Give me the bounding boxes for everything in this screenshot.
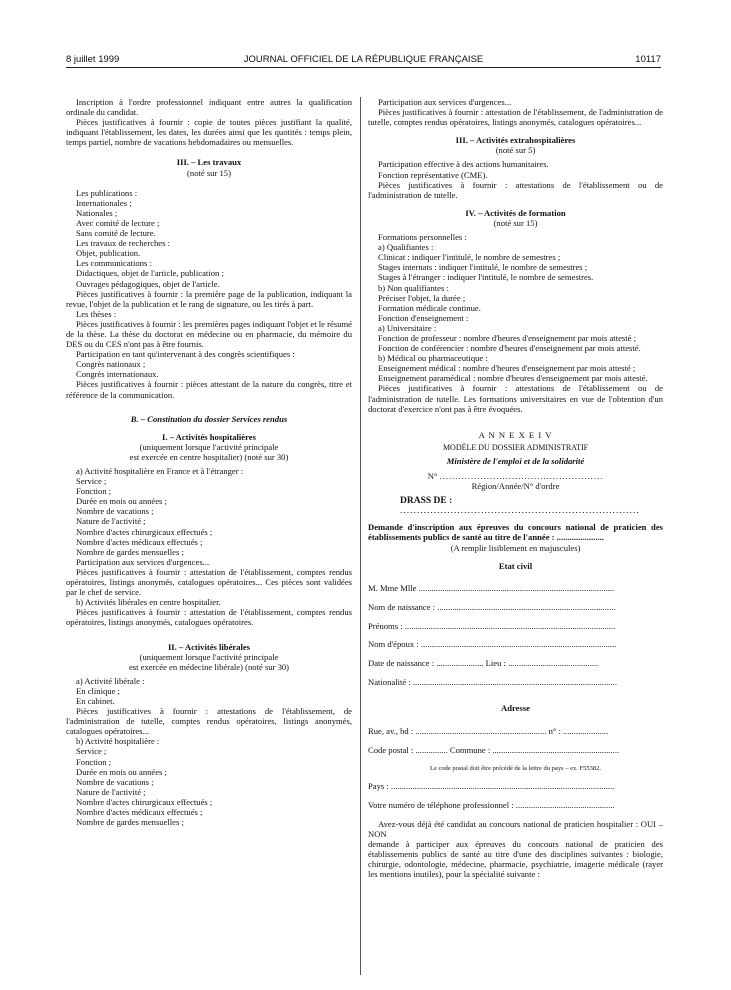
civil-field: Nom d'époux : ........................................................................................... <box>368 639 617 650</box>
number-line <box>368 471 663 481</box>
list-item: En clinique ; <box>76 685 120 696</box>
paragraph: Pièces justificatives à fournir : attestations de l'établissement ou de l'administration de tutelle. Les formations universitaires en vue de l'obtention d'un doctorat d'exercice n'ont pas à être évoquées. <box>368 383 663 414</box>
paragraph: Pièces justificatives à fournir : attestation de l'établissement, comptes rendus opératoires, listings anonymés, catalogues opératoires... Ces pièces sont validées par le chef de service. <box>66 566 352 598</box>
paragraph: Pièces justificatives à fournir : attestation de l'établissement, de l'administration de tutelle, comptes rendus opératoires, listings anonymés, catalogues opératoires... <box>368 107 663 128</box>
paragraph: demande à participer aux épreuves du concours national de praticien des établissements publics de santé au titre d'une des disciplines suivantes : biologie, chirurgie, odontologie, médecine, pharmacie, psychiatrie, imagerie médicale (rayer les mentions inutiles), pour la spécialité suivante : <box>368 838 663 879</box>
paragraph: Fonction de conférencier : nombre d'heures d'enseignement par mois attesté. <box>378 343 641 354</box>
section-heading: IV. – Activités de formation <box>465 207 566 218</box>
paragraph: Avez-vous déjà été candidat au concours national de praticien hospitalier : OUI – NON <box>368 818 663 839</box>
annex-title: A N N E X E I V <box>478 429 553 440</box>
header-rule <box>66 67 661 68</box>
list-item: Nature de l'activité ; <box>76 516 146 527</box>
list-item: Participation aux services d'urgences... <box>76 556 210 567</box>
list-item: Nombre de vacations ; <box>76 506 154 517</box>
list-item: Durée en mois ou années ; <box>76 766 167 777</box>
section-note: est exercée en médecine libérale) (noté sur 30) <box>128 661 290 672</box>
civil-field: Date de naissance : ...................... Lieu : .......................................... <box>368 658 599 669</box>
list-item: a) Activité hospitalière en France et à l'étranger : <box>76 466 244 476</box>
list-item: Stages à l'étranger : indiquer l'intitulé, le nombre de semestres. <box>378 272 594 283</box>
list-item: Stages internats : indiquer l'intitulé, le nombre de semestres ; <box>378 262 588 273</box>
drass-label: DRASS DE : <box>400 496 453 507</box>
list-item: Durée en mois ou années ; <box>76 496 167 507</box>
list-item: Nature de l'activité ; <box>76 786 146 797</box>
list-item: Nombre de gardes mensuelles ; <box>76 817 184 828</box>
list-item: Les travaux de recherches : <box>76 238 171 249</box>
ministry-name: Ministère de l'emploi et de la solidarité <box>446 455 585 466</box>
list-item: Congrès nationaux ; <box>76 359 146 370</box>
drass-line <box>368 496 663 516</box>
list-item: Objet, publication. <box>76 248 141 259</box>
list-item: Les communications : <box>76 258 152 269</box>
paragraph: Pièces justificatives à fournir : attestations de l'établissement, de l'administration de tutelle, comptes rendus opératoires, listings anonymés, catalogues opératoires... <box>66 706 352 737</box>
list-item: Fonction ; <box>76 486 112 497</box>
list-item: Nombre d'actes médicaux effectués ; <box>76 536 203 547</box>
address-field: Rue, av., bd : ............................................................. n° : ..................... <box>368 726 609 737</box>
fill-instruction: (A remplir lisiblement en majuscules) <box>450 542 581 553</box>
page-header <box>66 54 661 68</box>
drass-field: ....................................................................... <box>400 506 640 517</box>
list-item: Internationales ; <box>76 197 132 208</box>
paragraph: Pièces justificatives à fournir : copie de toutes pièces justifiant la qualité, indiquant l'établissement, les dates, les durées ainsi que les quotités : temps plein, temps partiel, nombre de vacations hebdomadaires ou mensuelles. <box>66 117 352 148</box>
paragraph: Pièces justificatives à fournir : attestation de l'établissement, comptes rendus opératoires, listings anonymés, catalogues opératoires. <box>66 607 352 628</box>
section-note: (uniquement lorsque l'activité principale <box>139 651 279 662</box>
section-note: (noté sur 15) <box>493 217 538 228</box>
number-label: N° <box>427 471 438 481</box>
section-note: (uniquement lorsque l'activité principale <box>139 441 279 452</box>
paragraph: Inscription à l'ordre professionnel indiquant entre autres la qualification ordinale du candidat. <box>66 97 352 118</box>
paragraph: Enseignement paramédical : nombre d'heures d'enseignement par mois attesté. <box>378 373 648 384</box>
list-item: Fonction représentative (CME). <box>378 169 488 180</box>
address-heading: Adresse <box>501 703 530 714</box>
section-heading: III. – Les travaux <box>176 157 242 168</box>
section-note: est exercée en centre hospitalier) (noté sur 30) <box>129 451 289 462</box>
paragraph: Pièces justificatives à fournir : la première page de la publication, indiquant la revue, l'objet de la publication et le rang de signature, ou les tirés à part. <box>66 288 352 309</box>
list-item: En cabinet. <box>76 695 115 706</box>
list-item: Formations personnelles : <box>378 232 467 243</box>
list-item: Nombre de vacations ; <box>76 776 154 787</box>
list-item: a) Activité libérale : <box>76 675 145 686</box>
application-title: Demande d'inscription aux épreuves du concours national de praticien des établissements publics de santé au titre de l'année : ...................... <box>368 522 663 543</box>
section-note: (noté sur 15) <box>187 167 231 178</box>
right-column <box>368 97 663 879</box>
list-item: Fonction d'enseignement : <box>378 312 469 323</box>
list-item: Formation médicale continue. <box>378 302 481 313</box>
list-item: Avec comité de lecture ; <box>76 217 160 228</box>
list-item: a) Universitaire : <box>378 322 437 333</box>
civil-field: M. Mme Mlle ........................................................................................... <box>368 583 615 594</box>
list-item: Nationales ; <box>76 207 118 218</box>
list-item: Congrès internationaux. <box>76 369 159 380</box>
list-item: b) Médical ou pharmaceutique : <box>378 353 488 364</box>
page-number: 10117 <box>635 54 661 65</box>
paragraph: Fonction de professeur : nombre d'heures d'enseignement par mois attesté ; <box>378 332 636 343</box>
address-field: Code postal : ............... Commune : ........................................................... <box>368 744 620 755</box>
section-note: (noté sur 5) <box>495 145 536 156</box>
paragraph: Participation en tant qu'intervenant à des congrès scientifiques : <box>76 349 295 360</box>
list-item: Ouvrages pédagogiques, objet de l'article. <box>76 278 220 289</box>
address-field: Votre numéro de téléphone professionnel : .............................................. <box>368 799 615 810</box>
paragraph: Enseignement médical : nombre d'heures d'enseignement par mois attesté ; <box>378 363 636 374</box>
section-heading: III. – Activités extrahospitalières <box>455 135 576 146</box>
section-heading: II. – Activités libérales <box>167 641 251 652</box>
column-separator <box>360 97 361 975</box>
paragraph: Pièces justificatives à fournir : les premières pages indiquant l'objet et le résumé de la thèse. La thèse du doctorat en médecine ou en pharmacie, du mémoire du DES ou du CES n'ont pas à être fournis. <box>66 318 352 350</box>
paragraph: Pièces justificatives à fournir : attestations de l'établissement ou de l'administration de tutelle. <box>368 179 663 200</box>
model-title: MODÈLE DU DOSSIER ADMINISTRATIF <box>442 442 589 452</box>
list-item: Clinicat : indiquer l'intitulé, le nombre de semestres ; <box>378 252 561 263</box>
address-field: Pays : ........................................................................................................ <box>368 781 615 792</box>
list-item: Participation effective à des actions humanitaires. <box>378 159 549 170</box>
left-column <box>66 97 352 827</box>
section-heading: B. – Constitution du dossier Services rendus <box>130 413 288 424</box>
region-label: Région/Année/N° d'ordre <box>471 481 560 492</box>
civil-field: Prénoms : .................................................................................................. <box>368 620 616 631</box>
list-item: Nombre d'actes chirurgicaux effectués ; <box>76 796 213 807</box>
list-item: b) Activité hospitalière : <box>76 736 160 747</box>
journal-title: JOURNAL OFFICIEL DE LA RÉPUBLIQUE FRANÇAISE <box>243 54 484 65</box>
number-field: .................................................... <box>439 471 604 481</box>
list-item: Participation aux services d'urgences... <box>378 97 512 107</box>
list-item: Nombre d'actes médicaux effectués ; <box>76 807 203 817</box>
postal-code-note: Le code postal doit être précédé de la lettre du pays – ex. F55382. <box>430 764 601 772</box>
list-item: Préciser l'objet, la durée ; <box>378 292 466 303</box>
list-item: b) Non qualifiantes : <box>378 282 449 293</box>
issue-date: 8 juillet 1999 <box>66 54 120 65</box>
list-item: Service ; <box>76 746 107 757</box>
list-item: Didactiques, objet de l'article, publication ; <box>76 268 224 279</box>
list-item: Les publications : <box>76 187 138 198</box>
list-item: Service ; <box>76 476 107 487</box>
list <box>66 188 352 289</box>
list-item: a) Qualifiantes : <box>378 242 434 253</box>
civil-field: Nom de naissance : ................................................................................... <box>368 602 616 613</box>
paragraph: Pièces justificatives à fournir : pièces attestant de la nature du congrès, titre et référence de la communication. <box>66 379 352 400</box>
list-item: Les thèses : <box>76 308 117 319</box>
list-item: Nombre de gardes mensuelles ; <box>76 546 184 557</box>
section-heading: I. – Activités hospitalières <box>162 431 256 442</box>
list-item: Sans comité de lecture. <box>76 228 156 239</box>
list-item: Nombre d'actes chirurgicaux effectués ; <box>76 526 213 537</box>
civil-status-heading: Etat civil <box>498 560 533 571</box>
civil-field: Nationalité : ............................................................................................... <box>368 676 617 687</box>
list-item: b) Activités libérales en centre hospitalier. <box>76 597 221 608</box>
list-item: Fonction ; <box>76 756 112 767</box>
